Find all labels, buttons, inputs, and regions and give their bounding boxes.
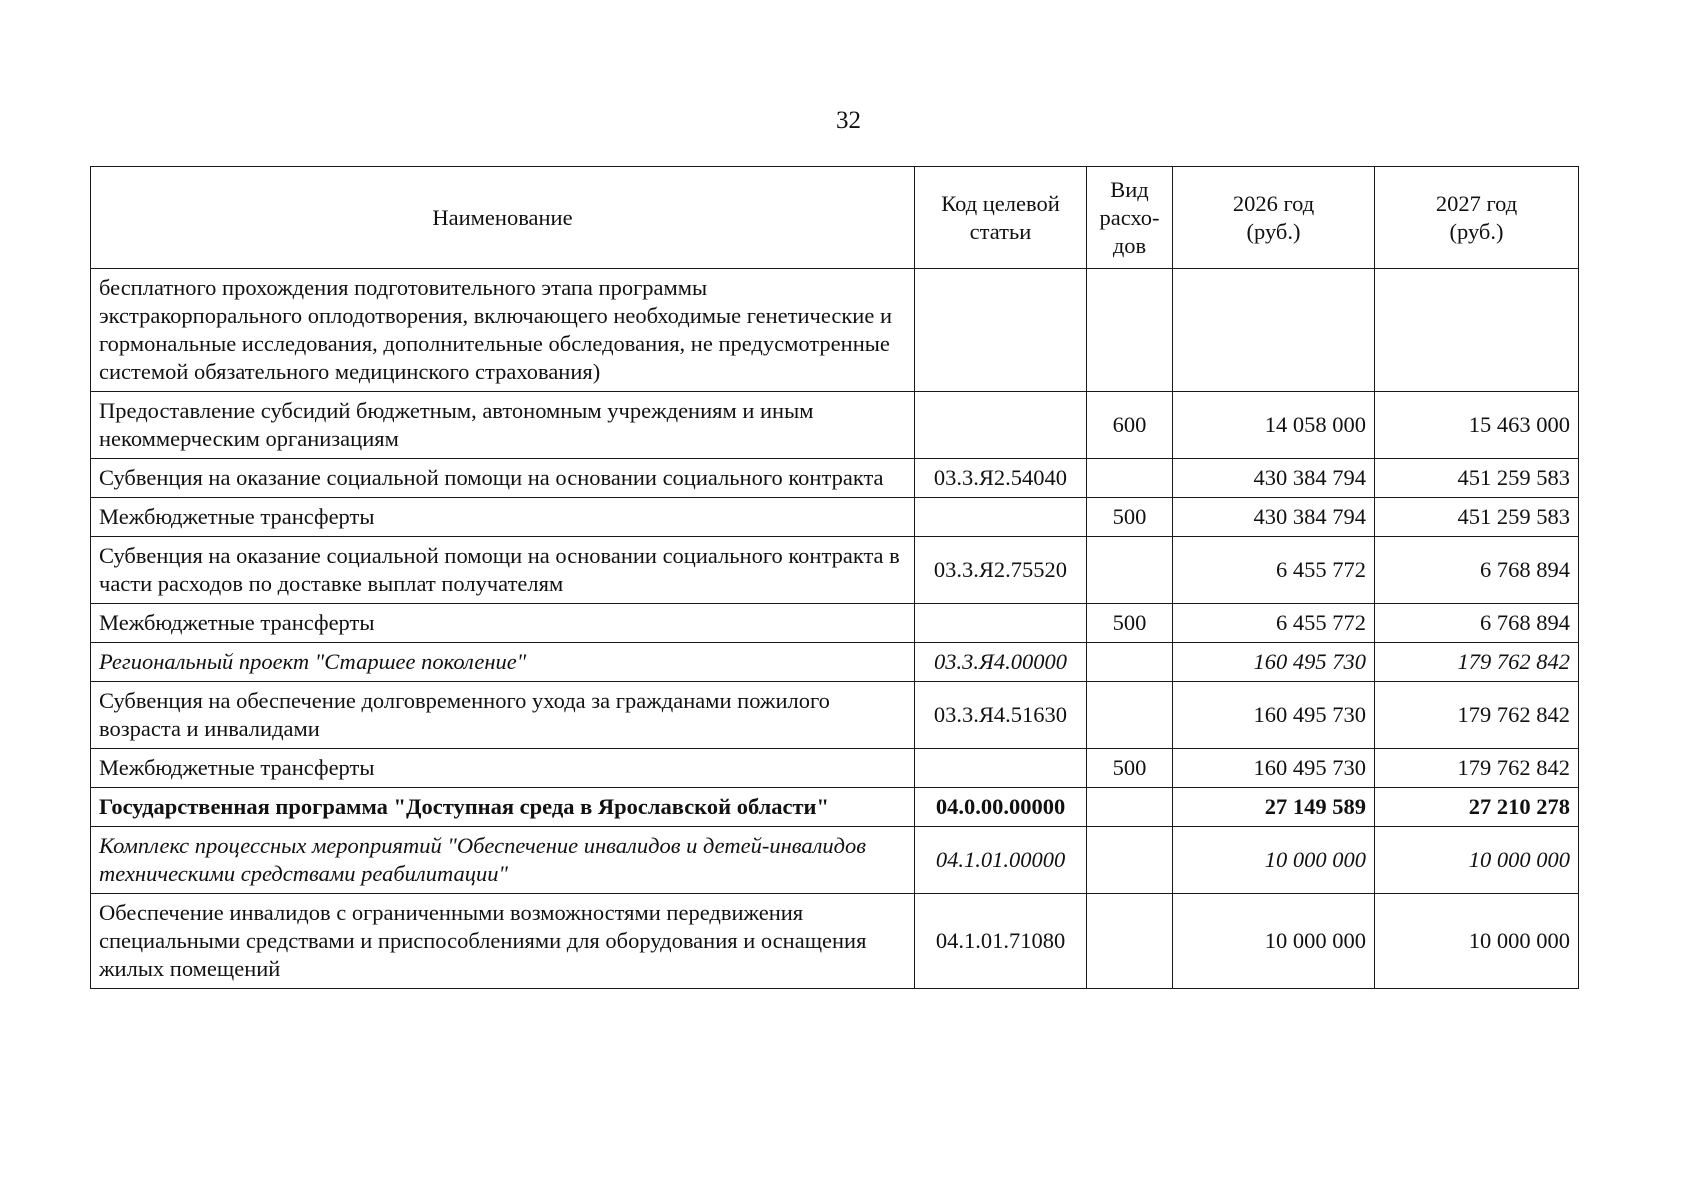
table-row [91,537,1579,604]
table-row [91,827,1579,894]
header-year-2026: 2026 год (руб.) [1173,167,1375,269]
cell-name: Государственная программа "Доступная среда в Ярославской области" [91,788,915,827]
cell-kind [1087,682,1173,749]
table-row [91,498,1579,537]
cell-code: 04.0.00.00000 [915,788,1087,827]
cell-name: бесплатного прохождения подготовительного этапа программы экстракорпорального оплодотворения, включающего необходимые генетические и гормональные исследования, дополнительные обследования, не предусмотренные системой обязательного медицинского страхования) [91,269,915,392]
cell-2027: 6 768 894 [1375,604,1579,643]
cell-name: Предоставление субсидий бюджетным, автономным учреждениям и иным некоммерческим организациям [91,392,915,459]
cell-2027: 179 762 842 [1375,643,1579,682]
cell-code [915,392,1087,459]
cell-kind: 500 [1087,749,1173,788]
cell-kind [1087,827,1173,894]
table-row [91,894,1579,989]
cell-2027: 451 259 583 [1375,459,1579,498]
header-year-2027: 2027 год (руб.) [1375,167,1579,269]
table-row [91,392,1579,459]
cell-code [915,498,1087,537]
cell-2026: 14 058 000 [1173,392,1375,459]
cell-2027: 451 259 583 [1375,498,1579,537]
cell-2026: 27 149 589 [1173,788,1375,827]
cell-code [915,269,1087,392]
cell-kind [1087,269,1173,392]
cell-2026: 10 000 000 [1173,827,1375,894]
table-row [91,643,1579,682]
cell-name: Субвенция на оказание социальной помощи на основании социального контракта [91,459,915,498]
cell-name: Субвенция на обеспечение долговременного ухода за гражданами пожилого возраста и инвалидами [91,682,915,749]
cell-code: 03.3.Я4.51630 [915,682,1087,749]
table-row [91,459,1579,498]
cell-2026: 160 495 730 [1173,682,1375,749]
cell-2026: 160 495 730 [1173,749,1375,788]
cell-name: Межбюджетные трансферты [91,604,915,643]
budget-table [90,166,1579,989]
table-header-row [91,167,1579,269]
cell-2027 [1375,269,1579,392]
cell-2027: 27 210 278 [1375,788,1579,827]
table-row [91,269,1579,392]
cell-kind [1087,459,1173,498]
cell-2027: 10 000 000 [1375,827,1579,894]
table-row [91,604,1579,643]
cell-2026: 6 455 772 [1173,537,1375,604]
cell-kind [1087,894,1173,989]
cell-kind: 500 [1087,498,1173,537]
cell-code [915,749,1087,788]
cell-kind [1087,788,1173,827]
header-code: Код целевой статьи [915,167,1087,269]
cell-name: Межбюджетные трансферты [91,749,915,788]
cell-kind [1087,537,1173,604]
cell-2027: 6 768 894 [1375,537,1579,604]
cell-code [915,604,1087,643]
cell-code: 04.1.01.71080 [915,894,1087,989]
table-row [91,749,1579,788]
cell-2026: 10 000 000 [1173,894,1375,989]
cell-2027: 10 000 000 [1375,894,1579,989]
table-row [91,788,1579,827]
cell-kind: 500 [1087,604,1173,643]
cell-2026: 6 455 772 [1173,604,1375,643]
cell-name: Комплекс процессных мероприятий "Обеспечение инвалидов и детей-инвалидов техническими средствами реабилитации" [91,827,915,894]
cell-name: Обеспечение инвалидов с ограниченными возможностями передвижения специальными средствами и приспособлениями для оборудования и оснащения жилых помещений [91,894,915,989]
cell-code: 03.3.Я2.54040 [915,459,1087,498]
table-body [91,269,1579,989]
cell-2027: 179 762 842 [1375,682,1579,749]
cell-code: 03.3.Я4.00000 [915,643,1087,682]
header-kind: Вид расхо- дов [1087,167,1173,269]
cell-kind: 600 [1087,392,1173,459]
page-number: 32 [836,107,861,134]
cell-2026: 430 384 794 [1173,459,1375,498]
header-name: Наименование [91,167,915,269]
cell-code: 03.3.Я2.75520 [915,537,1087,604]
cell-2026: 160 495 730 [1173,643,1375,682]
cell-name: Межбюджетные трансферты [91,498,915,537]
cell-2027: 179 762 842 [1375,749,1579,788]
cell-2027: 15 463 000 [1375,392,1579,459]
cell-name: Субвенция на оказание социальной помощи на основании социального контракта в части расходов по доставке выплат получателям [91,537,915,604]
cell-2026: 430 384 794 [1173,498,1375,537]
table-row [91,682,1579,749]
cell-name: Региональный проект "Старшее поколение" [91,643,915,682]
cell-code: 04.1.01.00000 [915,827,1087,894]
cell-kind [1087,643,1173,682]
cell-2026 [1173,269,1375,392]
